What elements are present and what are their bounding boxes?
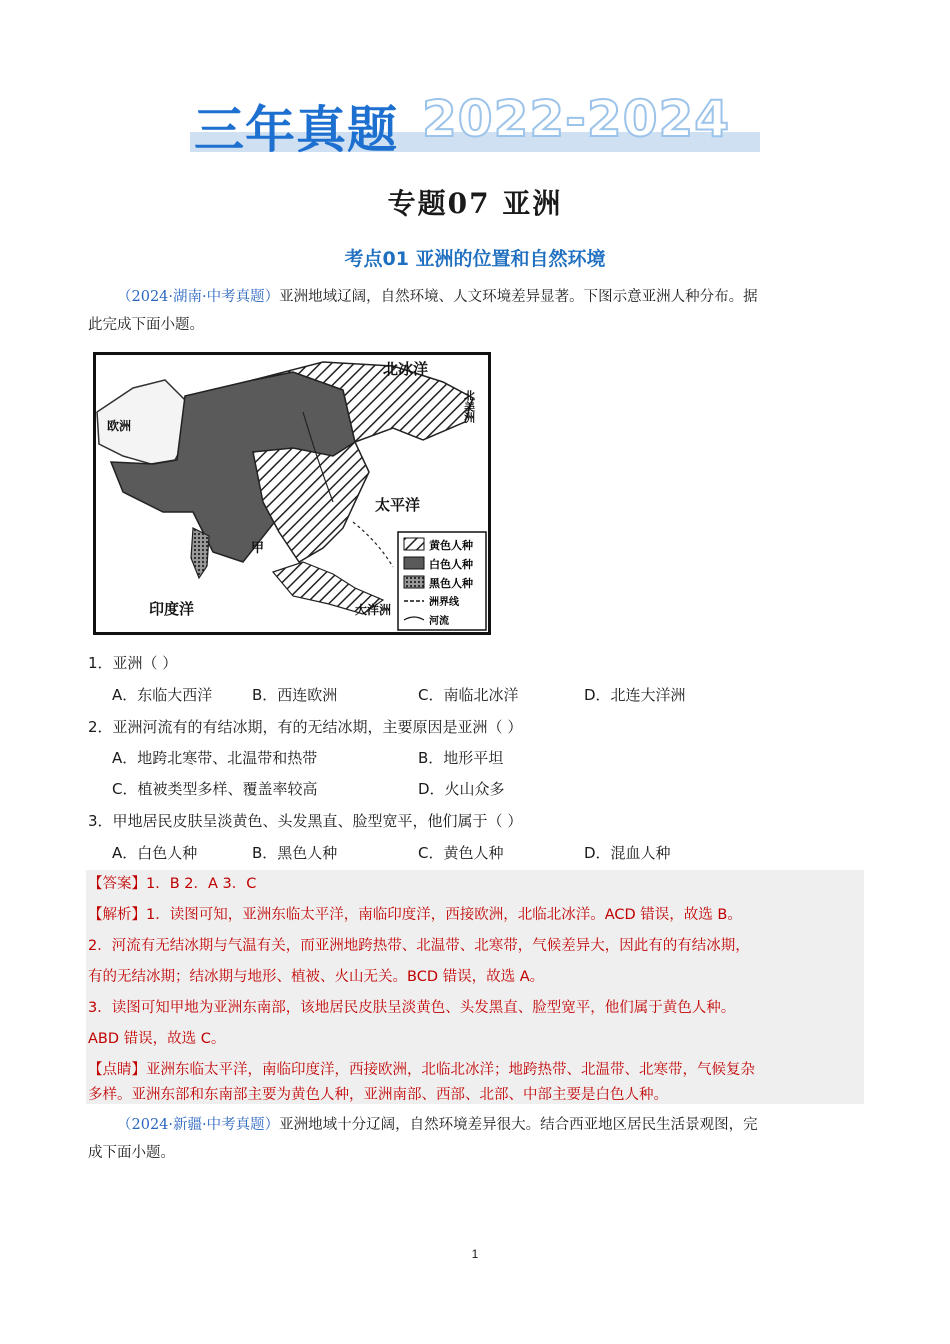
label-europe: 欧洲 <box>107 419 132 433</box>
question-3-option-c: C．黄色人种 <box>418 844 504 862</box>
question-2-option-d: D．火山众多 <box>418 780 505 798</box>
legend-label-yellow: 黄色人种 <box>429 539 473 552</box>
legend-label-river: 河流 <box>429 616 449 627</box>
label-pacific: 太平洋 <box>375 496 421 514</box>
label-indian-ocean: 印度洋 <box>149 600 195 618</box>
page-title: 专题07 亚洲 <box>387 187 563 220</box>
question-3-option-d: D．混血人种 <box>584 844 671 862</box>
intro-1-line-1 <box>88 283 863 311</box>
intro-1-line-2: 此完成下面小题。 <box>88 317 204 333</box>
intro-paragraph-1 <box>88 283 863 339</box>
analysis-line-2: 2．河流有无结冰期与气温有关，而亚洲地跨热带、北温带、北寒带，气候差异大，因此有的有结冰期， <box>88 938 750 954</box>
label-jia: 甲 <box>251 541 265 556</box>
intro-2-line-2: 成下面小题。 <box>88 1145 175 1161</box>
legend-label-white: 白色人种 <box>429 558 473 571</box>
legend-swatch-yellow <box>404 538 424 550</box>
intro-paragraph-2 <box>88 1111 863 1167</box>
question-1-option-a: A．东临大西洋 <box>112 686 213 704</box>
legend-label-boundary: 洲界线 <box>429 597 459 608</box>
question-1-stem: 1．亚洲（ ） <box>88 654 178 672</box>
analysis-line-3: 有的无结冰期；结冰期与地形、植被、火山无关。BCD 错误，故选 A。 <box>88 969 545 985</box>
question-2-option-a: A．地跨北寒带、北温带和热带 <box>112 749 318 767</box>
question-1-option-b: B．西连欧洲 <box>252 686 338 704</box>
analysis-line-4: 3．读图可知甲地为亚洲东南部，该地居民皮肤呈淡黄色、头发黑直、脸型宽平，他们属于黄色人种。 <box>88 1000 736 1016</box>
question-3-option-a: A．白色人种 <box>112 844 198 862</box>
section-title: 考点01 亚洲的位置和自然环境 <box>344 248 606 270</box>
legend-label-black: 黑色人种 <box>429 577 473 590</box>
map-legend <box>398 532 486 630</box>
intro-2-line-1 <box>88 1111 863 1139</box>
label-oceania: 大洋洲 <box>355 603 392 617</box>
answer-key: 【答案】1．B 2．A 3．C <box>88 876 257 892</box>
legend-swatch-black <box>404 576 424 588</box>
question-3-option-b: B．黑色人种 <box>252 844 338 862</box>
analysis-line-5: ABD 错误，故选 C。 <box>88 1031 226 1047</box>
legend-swatch-white <box>404 557 424 569</box>
intro-2-source: （2024·新疆·中考真题） <box>117 1117 280 1133</box>
label-north-america: 北美洲 <box>462 390 476 423</box>
intro-1-source: （2024·湖南·中考真题） <box>117 289 280 305</box>
intro-1-text: 亚洲地域辽阔，自然环境、人文环境差异显著。下图示意亚洲人种分布。据 <box>279 289 758 305</box>
intro-2-text: 亚洲地域十分辽阔，自然环境差异很大。结合西亚地区居民生活景观图，完 <box>279 1117 758 1133</box>
tip-line-1: 【点睛】亚洲东临太平洋，南临印度洋，西接欧洲，北临北冰洋；地跨热带、北温带、北寒带，气候复杂 <box>88 1062 755 1078</box>
banner-text-main: 三年真题 <box>194 101 398 159</box>
banner-text-years: 2022-2024 <box>422 90 731 148</box>
page-number: 1 <box>471 1247 479 1261</box>
header-banner <box>190 90 760 159</box>
analysis-line-1: 【解析】1．读图可知，亚洲东临太平洋，南临印度洋，西接欧洲，北临北冰洋。ACD 错误，故选 B。 <box>88 907 742 923</box>
label-arctic: 北冰洋 <box>383 360 429 378</box>
question-2-option-c: C．植被类型多样、覆盖率较高 <box>112 780 318 798</box>
question-3-stem: 3．甲地居民皮肤呈淡黄色、头发黑直、脸型宽平，他们属于（ ） <box>88 812 523 830</box>
question-2-option-b: B．地形平坦 <box>418 749 504 767</box>
question-1-option-d: D．北连大洋洲 <box>584 686 686 704</box>
asia-race-map <box>93 352 491 635</box>
question-2-stem: 2．亚洲河流有的有结冰期，有的无结冰期，主要原因是亚洲（ ） <box>88 718 523 736</box>
question-1-option-c: C．南临北冰洋 <box>418 686 519 704</box>
tip-line-2: 多样。亚洲东部和东南部主要为黄色人种，亚洲南部、西部、北部、中部主要是白色人种。 <box>88 1087 668 1103</box>
